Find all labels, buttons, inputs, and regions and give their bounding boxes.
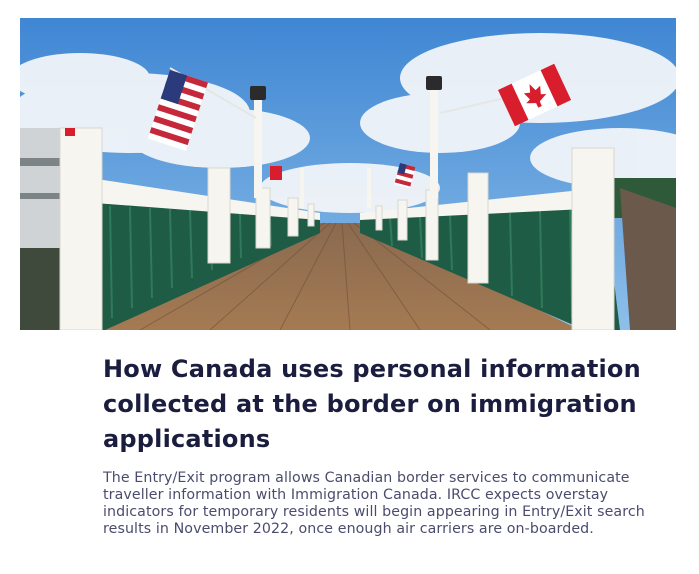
hero-image — [20, 18, 676, 330]
article-title[interactable]: How Canada uses personal information collected at the border on immigration applications — [103, 355, 641, 453]
article-summary: The Entry/Exit program allows Canadian border services to communicate traveller information with Immigration Canada. IRCC expects overstay indicators for temporary residents will begin appearing in Entry/Exit search results in November 2022, once enough air carriers are on-boarded. — [103, 470, 645, 537]
wooden-pier-with-flags-image — [20, 18, 676, 330]
